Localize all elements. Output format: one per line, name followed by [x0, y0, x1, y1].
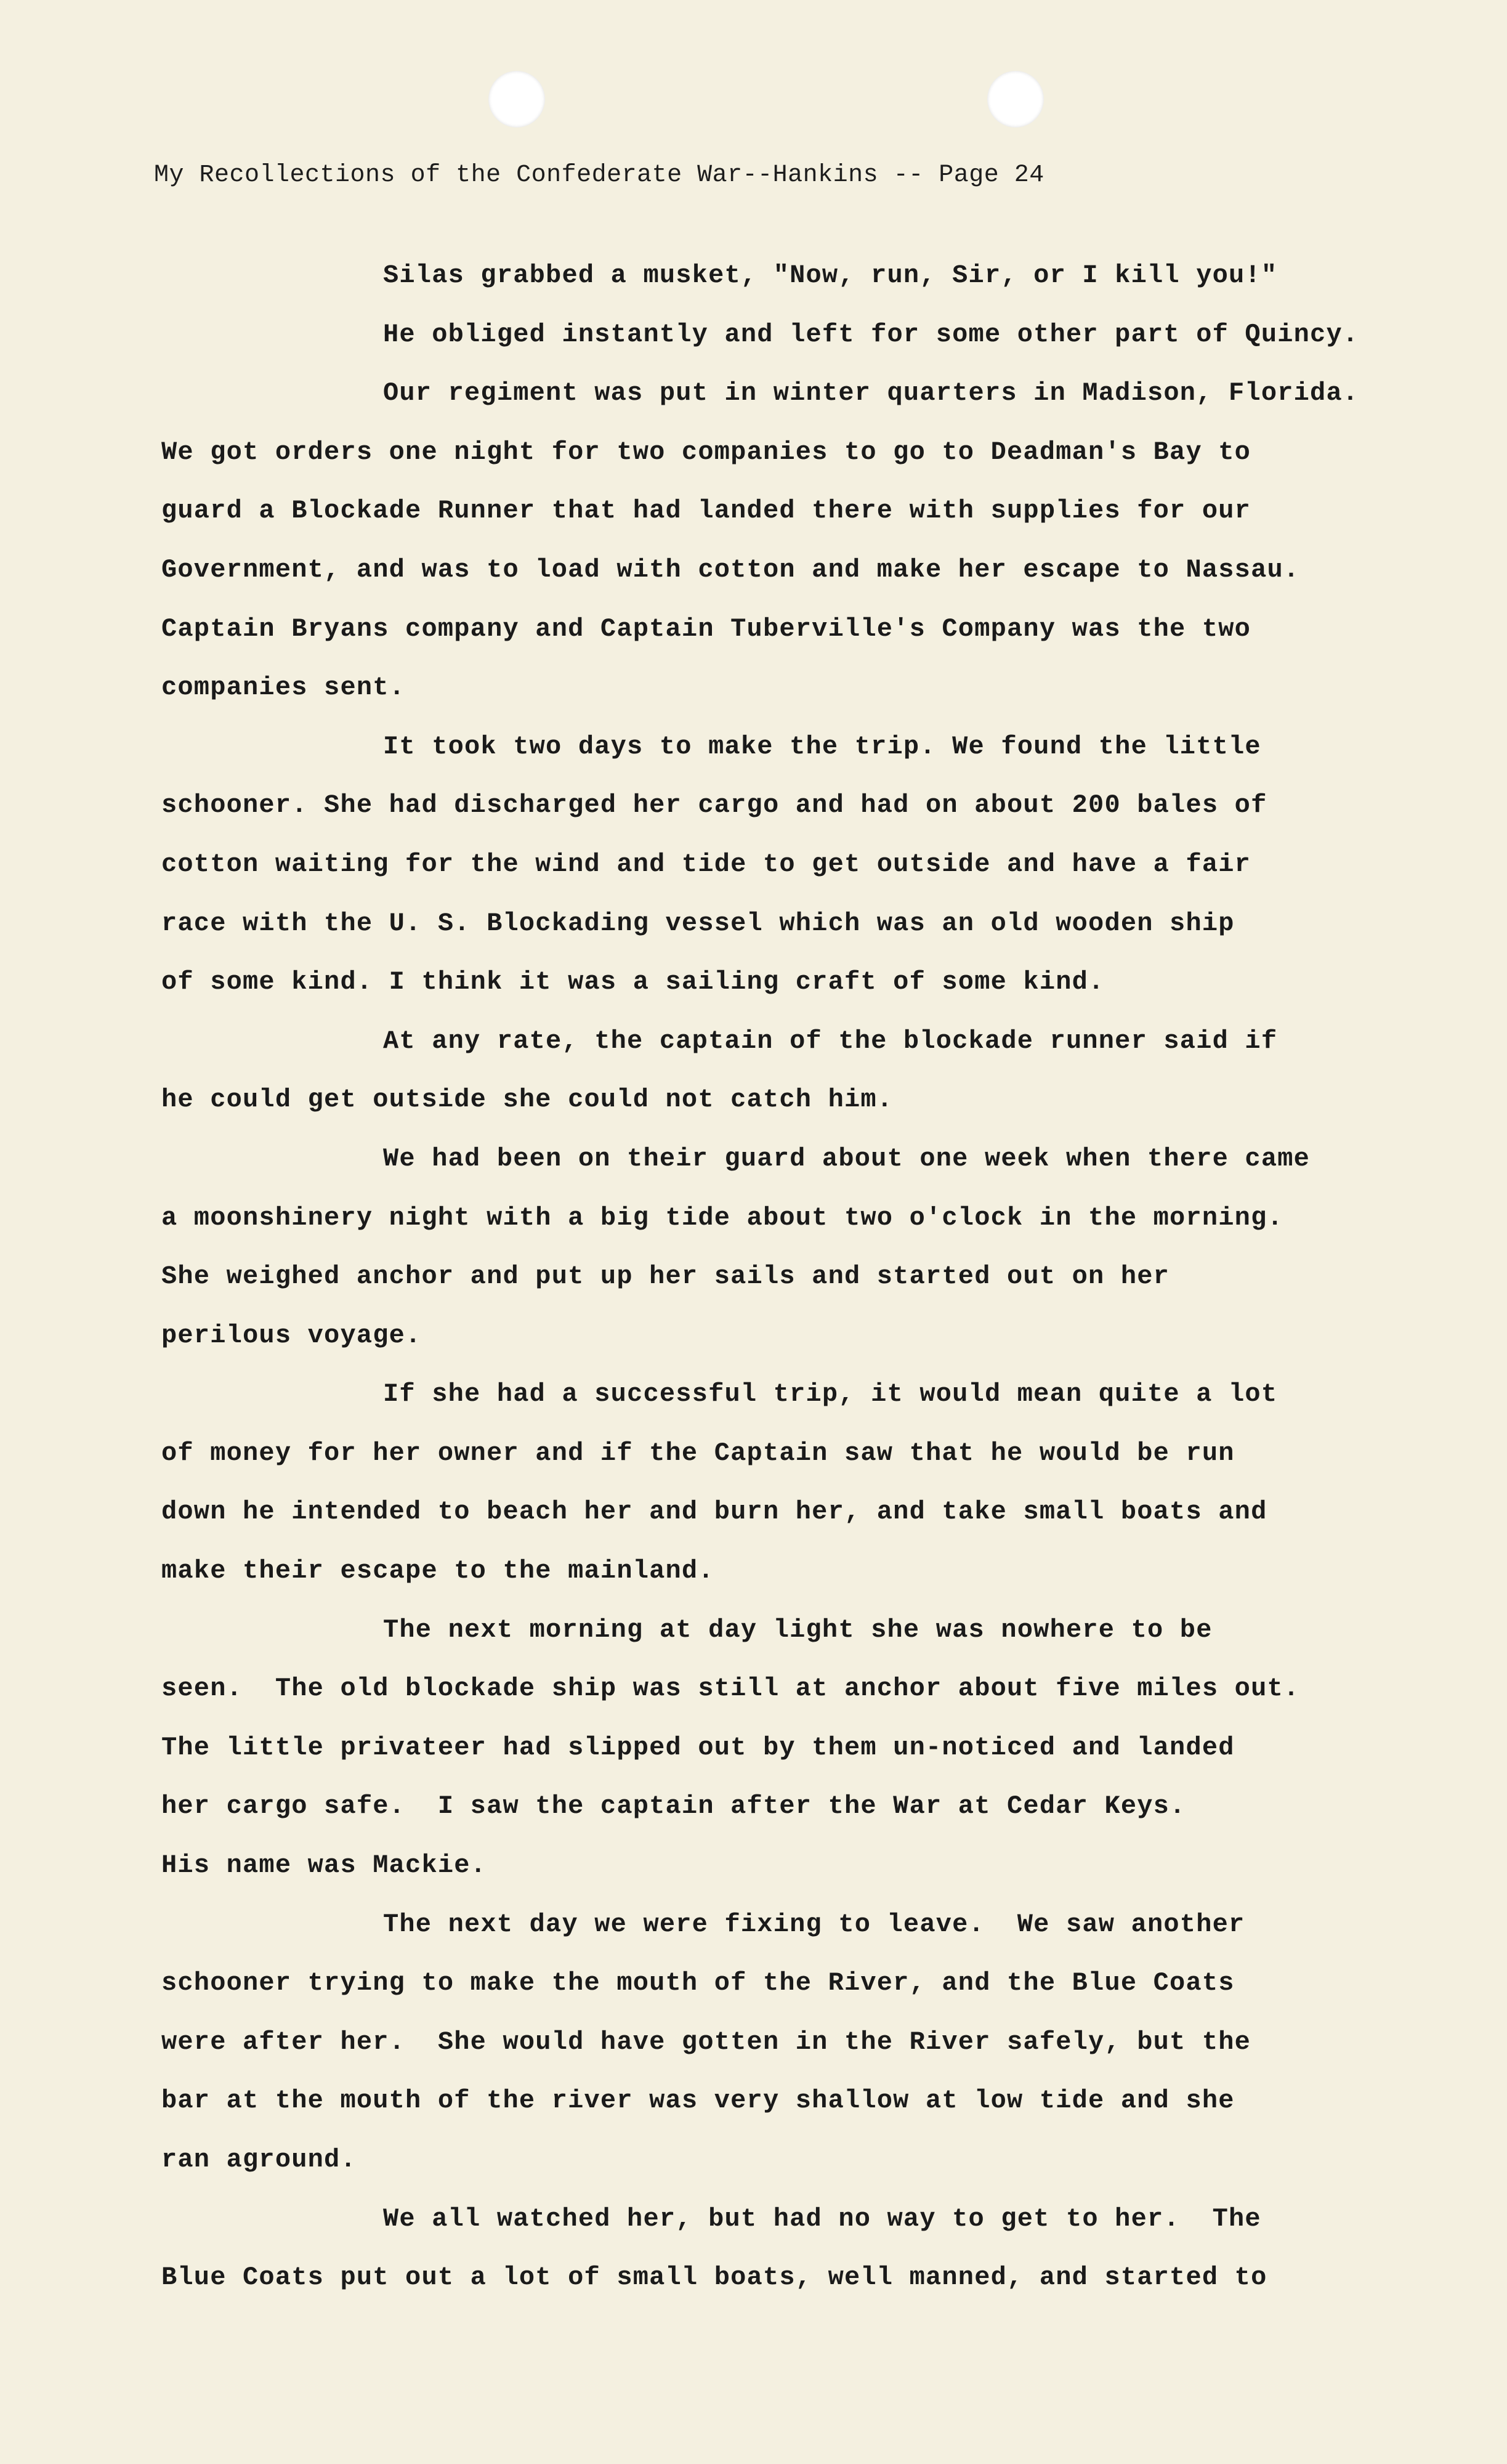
text-line: of some kind. I think it was a sailing craft of some kind. [161, 967, 1105, 997]
text-line: We had been on their guard about one week when there came [383, 1143, 1311, 1173]
body-text [161, 246, 1430, 2308]
text-line: We got orders one night for two companies to go to Deadman's Bay to [161, 437, 1251, 467]
text-line: he could get outside she could not catch him. [161, 1085, 894, 1115]
text-line: If she had a successful trip, it would mean quite a lot [383, 1379, 1278, 1409]
text-line: It took two days to make the trip. We found the little [383, 731, 1261, 761]
text-line: schooner. She had discharged her cargo and had on about 200 bales of [161, 790, 1267, 821]
text-line: ran aground. [161, 2145, 357, 2174]
text-line: The next day we were fixing to leave. We saw another [383, 1909, 1245, 1939]
punch-hole [488, 71, 545, 128]
text-line: At any rate, the captain of the blockade runner said if [383, 1026, 1278, 1056]
text-line: Our regiment was put in winter quarters in Madison, Florida. [383, 378, 1359, 408]
punch-hole [987, 71, 1044, 128]
text-line: her cargo safe. I saw the captain after the War at Cedar Keys. [161, 1791, 1186, 1822]
text-line: The little privateer had slipped out by them un-noticed and landed [161, 1732, 1235, 1762]
text-line: cotton waiting for the wind and tide to get outside and have a fair [161, 849, 1251, 879]
text-line: a moonshinery night with a big tide about two o'clock in the morning. [161, 1202, 1283, 1233]
text-line: bar at the mouth of the river was very shallow at low tide and she [161, 2086, 1235, 2116]
page-header: My Recollections of the Confederate War--Hankins -- Page 24 [154, 161, 1044, 189]
text-line: We all watched her, but had no way to get to her. The [383, 2203, 1261, 2234]
text-line: Government, and was to load with cotton and make her escape to Nassau. [161, 554, 1300, 585]
text-line: The next morning at day light she was nowhere to be [383, 1615, 1213, 1645]
text-line: make their escape to the mainland. [161, 1556, 714, 1586]
text-line: down he intended to beach her and burn her, and take small boats and [161, 1497, 1267, 1527]
text-line: seen. The old blockade ship was still at anchor about five miles out. [161, 1674, 1300, 1704]
text-line: His name was Mackie. [161, 1850, 487, 1881]
text-line: Captain Bryans company and Captain Tuberville's Company was the two [161, 614, 1251, 644]
text-line: He obliged instantly and left for some other part of Quincy. [383, 319, 1359, 349]
text-line: companies sent. [161, 673, 406, 703]
text-line: race with the U. S. Blockading vessel which was an old wooden ship [161, 908, 1235, 938]
text-line: of money for her owner and if the Captain saw that he would be run [161, 1438, 1235, 1468]
text-line: She weighed anchor and put up her sails and started out on her [161, 1262, 1170, 1292]
text-line: guard a Blockade Runner that had landed there with supplies for our [161, 496, 1251, 526]
text-line: Blue Coats put out a lot of small boats, well manned, and started to [161, 2263, 1267, 2293]
text-line: Silas grabbed a musket, "Now, run, Sir, or I kill you!" [383, 261, 1278, 290]
text-line: were after her. She would have gotten in the River safely, but the [161, 2027, 1251, 2057]
text-line: perilous voyage. [161, 1320, 422, 1350]
text-line: schooner trying to make the mouth of the River, and the Blue Coats [161, 1968, 1235, 1998]
